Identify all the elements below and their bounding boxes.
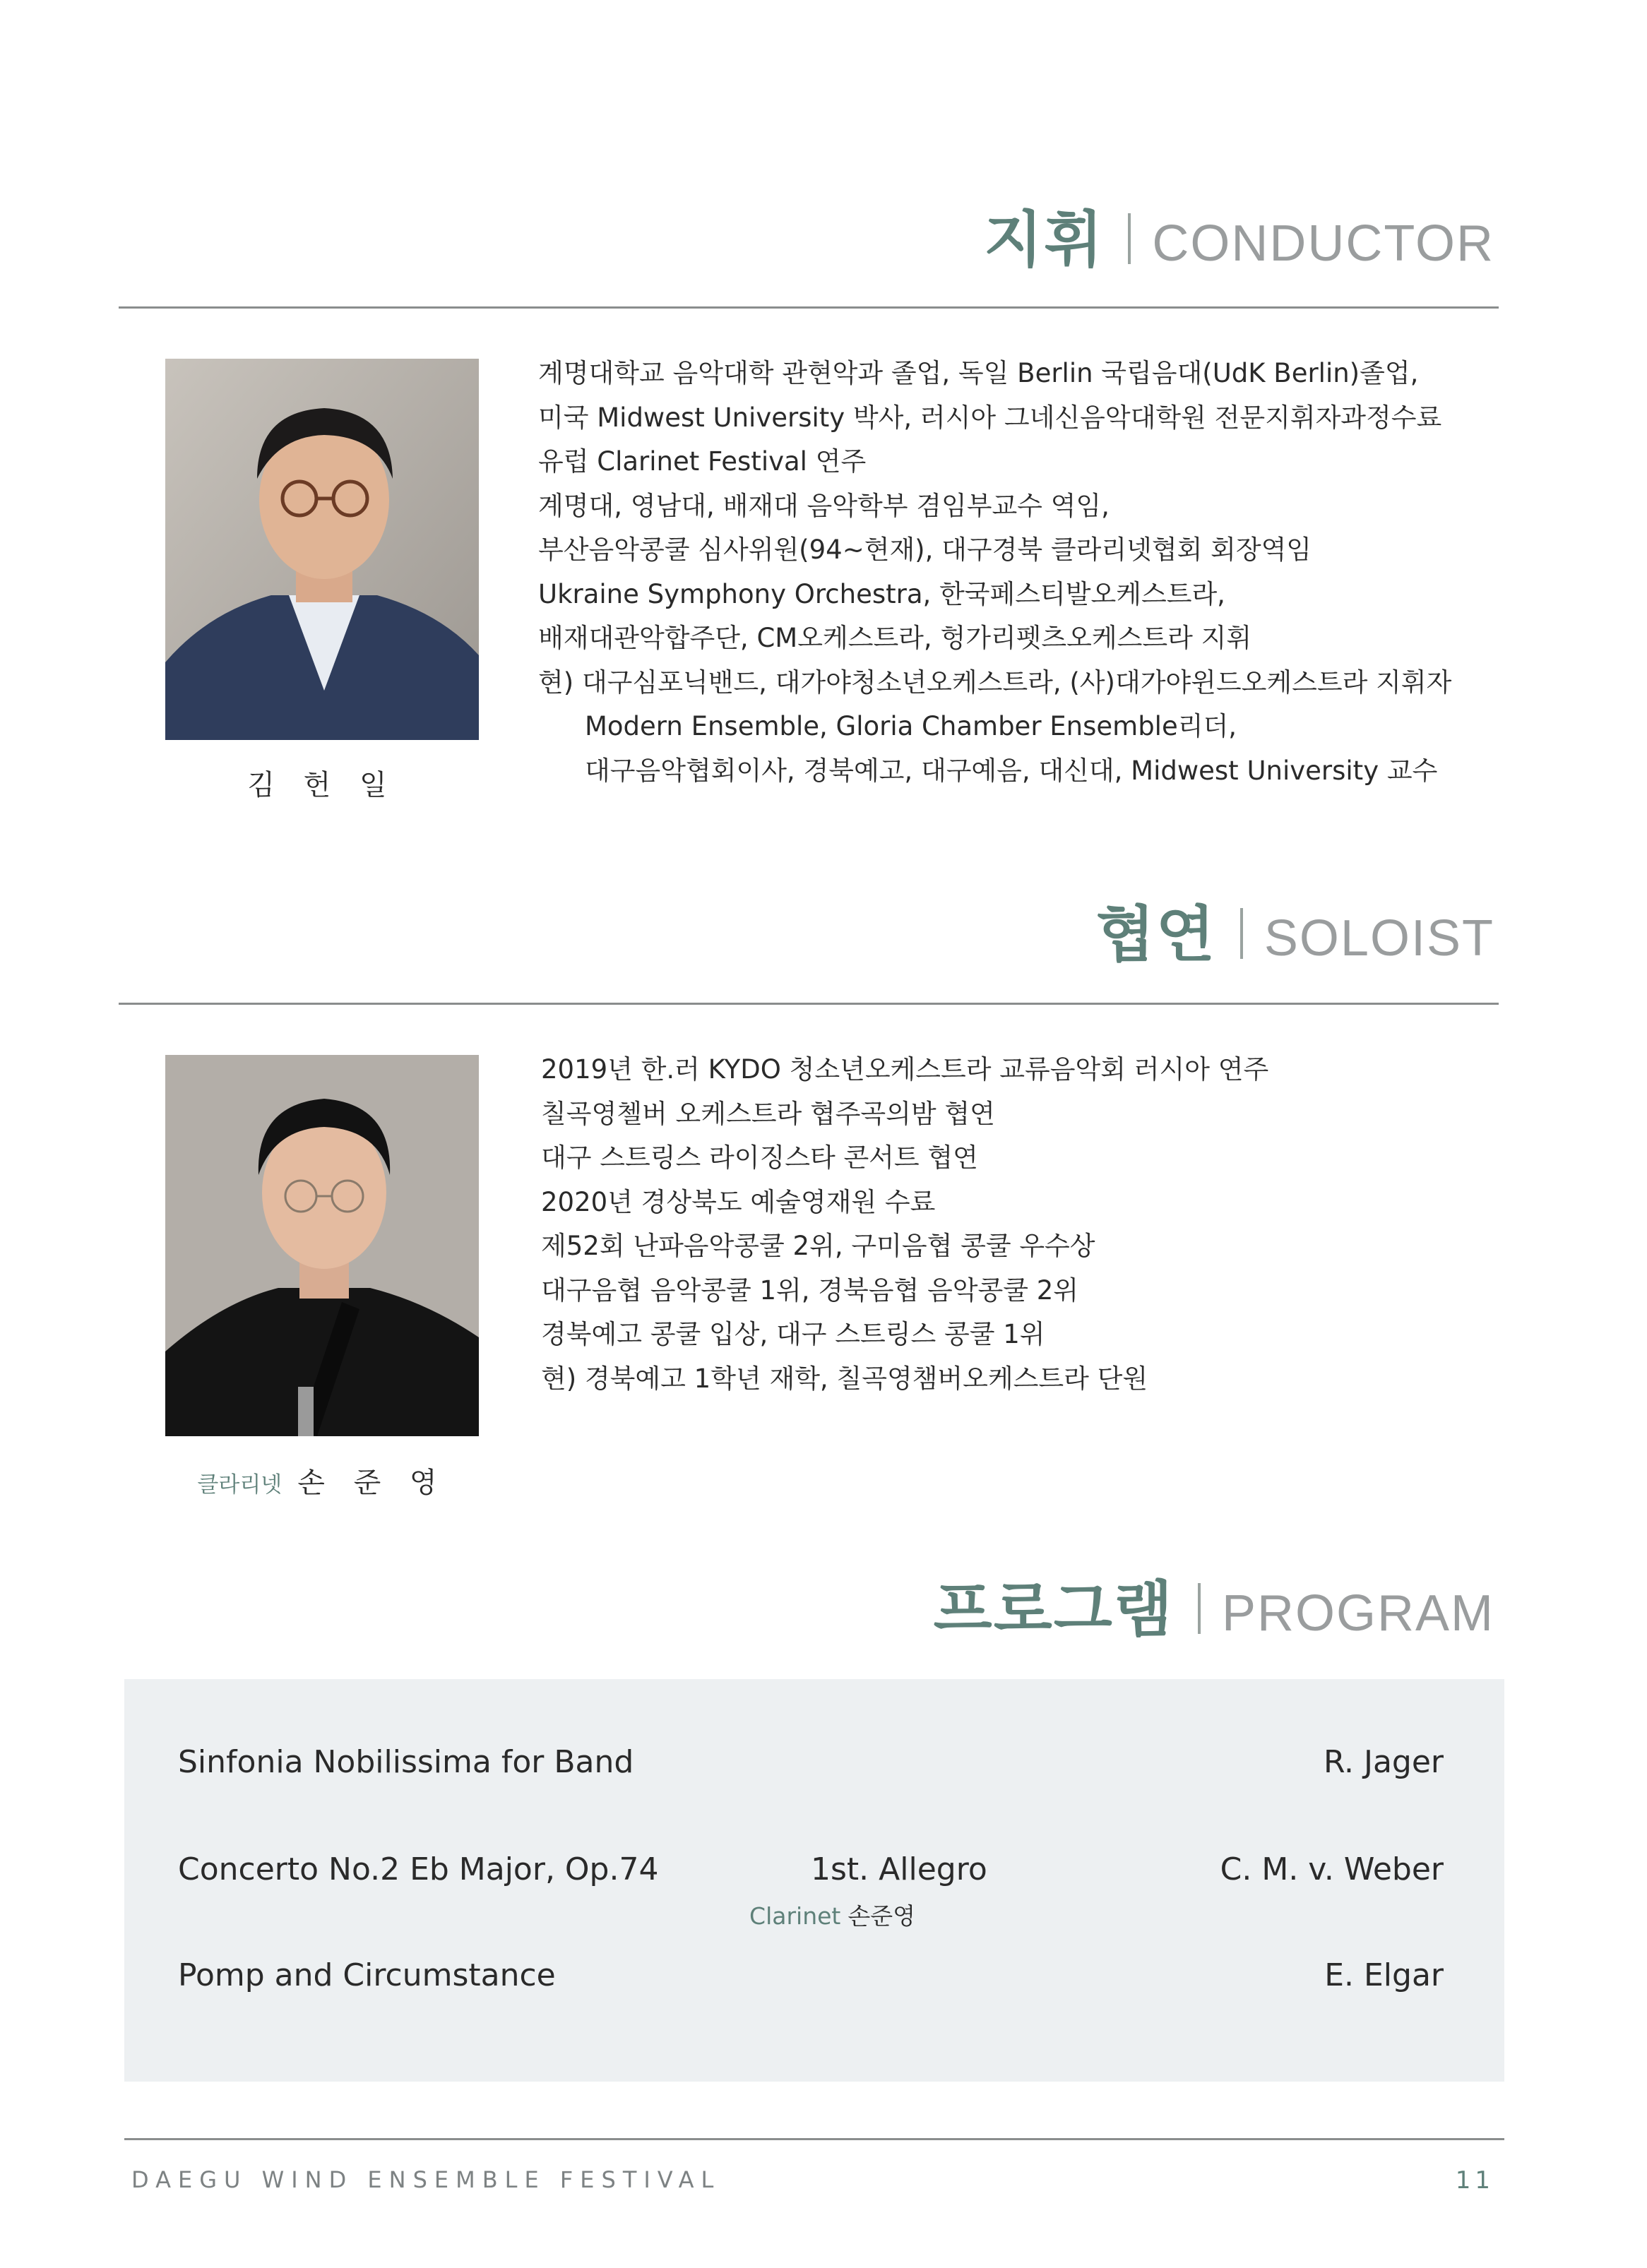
program-soloist-instrument: Clarinet <box>749 1902 841 1930</box>
conductor-heading-ko: 지휘 <box>984 205 1105 275</box>
program-item <box>178 1744 1444 1786</box>
soloist-heading-ko: 협연 <box>1095 900 1216 970</box>
program-item-composer: R. Jager <box>1323 1744 1444 1780</box>
program-item-composer: C. M. v. Weber <box>1220 1851 1444 1887</box>
soloist-name-caption <box>165 1460 479 1500</box>
program-item-title: Pomp and Circumstance <box>178 1957 556 1993</box>
soloist-bio <box>541 1048 1268 1401</box>
page-number: 11 <box>1455 2166 1494 2195</box>
bio-line: Modern Ensemble, Gloria Chamber Ensemble리더, <box>585 711 1237 741</box>
bio-line: 2019년 한.러 KYDO 청소년오케스트라 교류음악회 러시아 연주 <box>541 1054 1269 1085</box>
bio-line: 대구음악협회이사, 경북예고, 대구예음, 대신대, Midwest University 교수 <box>585 755 1438 786</box>
bio-line: 대구 스트링스 라이징스타 콘서트 협연 <box>541 1142 978 1173</box>
program-soloist-name: 손준영 <box>848 1902 915 1930</box>
program-box <box>124 1679 1504 2082</box>
bio-line: 미국 Midwest University 박사, 러시아 그네신음악대학원 전문지휘자과정수료 <box>538 402 1442 433</box>
bio-line: 2020년 경상북도 예술영재원 수료 <box>541 1186 936 1217</box>
program-item <box>178 1851 1444 1930</box>
bio-line: 경북예고 콩쿨 입상, 대구 스트링스 콩쿨 1위 <box>541 1319 1045 1349</box>
soloist-instrument: 클라리넷 <box>197 1472 283 1498</box>
program-heading-en: PROGRAM <box>1221 1585 1494 1642</box>
program-item-title: Concerto No.2 Eb Major, Op.74 <box>178 1851 659 1887</box>
heading-divider <box>1240 908 1243 959</box>
soloist-heading <box>1096 885 1494 973</box>
bio-line: Ukraine Symphony Orchestra, 한국페스티발오케스트라, <box>538 578 1225 609</box>
program-heading <box>934 1560 1494 1648</box>
bio-line: 대구음협 음악콩쿨 1위, 경북음협 음악콩쿨 2위 <box>541 1275 1079 1306</box>
program-item-composer: E. Elgar <box>1324 1957 1444 1993</box>
heading-divider <box>1128 213 1131 264</box>
bio-line: 부산음악콩쿨 심사위원(94~현재), 대구경북 클라리넷협회 회장역임 <box>538 535 1312 565</box>
program-item-title: Sinfonia Nobilissima for Band <box>178 1744 634 1780</box>
bio-line: 유럽 Clarinet Festival 연주 <box>538 446 867 477</box>
bio-line: 현) 경북예고 1학년 재학, 칠곡영챔버오케스트라 단원 <box>541 1363 1148 1394</box>
conductor-bio <box>538 352 1451 793</box>
bio-line: 계명대학교 음악대학 관현악과 졸업, 독일 Berlin 국립음대(UdK Berlin)졸업, <box>538 358 1419 388</box>
conductor-photo <box>165 359 479 740</box>
conductor-name: 김 헌 일 <box>247 769 397 801</box>
conductor-heading <box>984 191 1494 278</box>
bio-line: 배재대관악합주단, CM오케스트라, 헝가리펫츠오케스트라 지휘 <box>538 623 1252 653</box>
program-item-movement: 1st. Allegro <box>811 1851 987 1887</box>
program-item <box>178 1957 1444 2000</box>
conductor-name-caption <box>165 763 479 803</box>
conductor-heading-en: CONDUCTOR <box>1152 215 1494 272</box>
program-item-soloist <box>178 1898 915 1931</box>
bio-line: 제52회 난파음악콩쿨 2위, 구미음협 콩쿨 우수상 <box>541 1231 1095 1261</box>
footer-rule <box>124 2138 1504 2140</box>
bio-line: 계명대, 영남대, 배재대 음악학부 겸임부교수 역임, <box>538 490 1110 521</box>
program-heading-ko: 프로그램 <box>933 1575 1174 1645</box>
bio-line: 칠곡영첼버 오케스트라 협주곡의밤 협연 <box>541 1098 995 1129</box>
soloist-rule <box>119 1003 1499 1005</box>
soloist-name: 손 준 영 <box>297 1467 447 1499</box>
soloist-photo <box>165 1055 479 1436</box>
conductor-rule <box>119 306 1499 309</box>
heading-divider <box>1198 1583 1201 1634</box>
footer-event-name: DAEGU WIND ENSEMBLE FESTIVAL <box>131 2166 721 2193</box>
bio-line: 현) 대구심포닉밴드, 대가야청소년오케스트라, (사)대가야윈드오케스트라 지휘자 <box>538 667 1452 698</box>
soloist-heading-en: SOLOIST <box>1264 910 1494 967</box>
